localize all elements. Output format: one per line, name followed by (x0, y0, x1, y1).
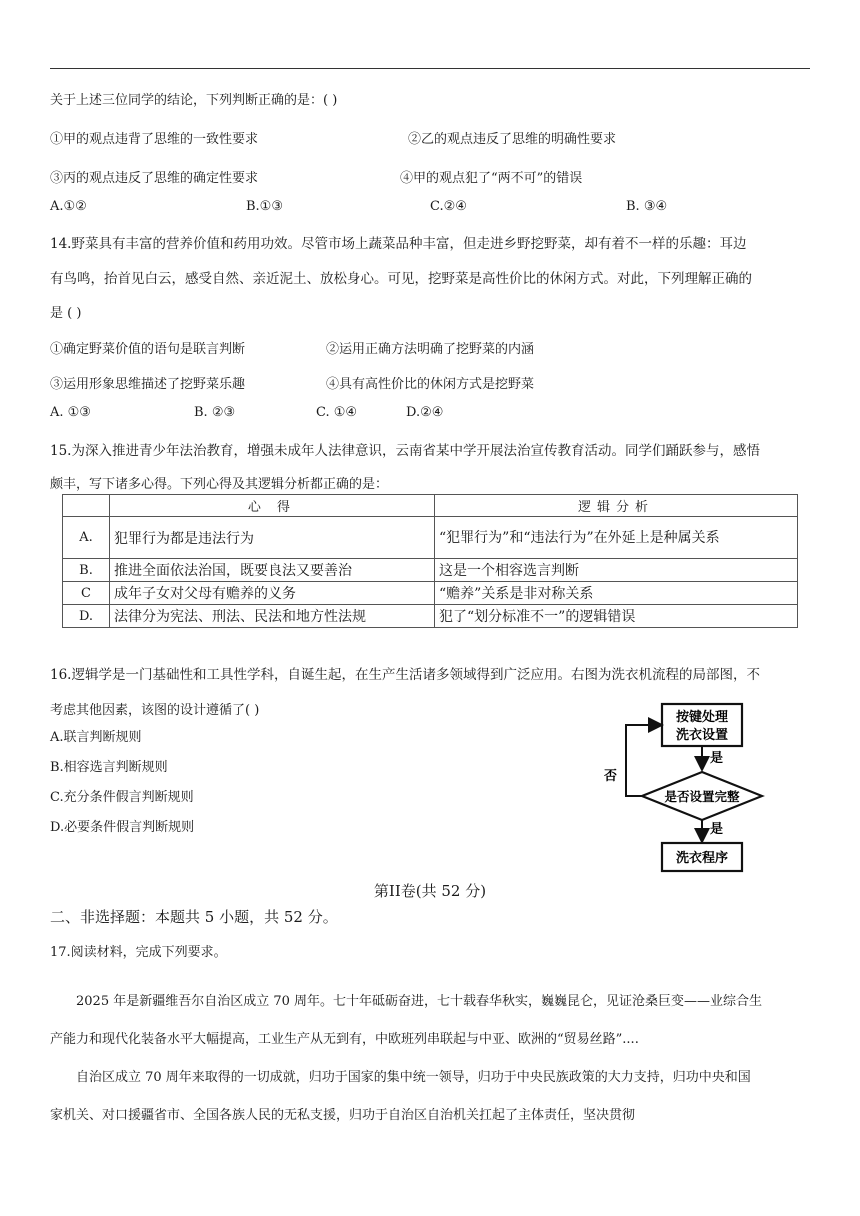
q15-line-2: 颇丰，写下诸多心得。下列心得及其逻辑分析都正确的是： (50, 477, 389, 492)
q16-line-1: 16.逻辑学是一门基础性和工具性学科，自诞生起，在生产生活诸多领域得到广泛应用。右图为洗衣机流程的局部图，不 (50, 667, 760, 683)
q14-option-c[interactable]: C. ①④ (316, 405, 358, 420)
q15-row-key: C (63, 582, 110, 605)
q15-row-key: D. (63, 605, 110, 628)
q13-statement-1: ①甲的观点违背了思维的一致性要求 (50, 132, 259, 147)
q15-row-insight: 成年子女对父母有赡养的义务 (110, 582, 435, 605)
part2-title: 第II卷(共 52 分) (373, 882, 487, 900)
q17-p1-line-1: 2025 年是新疆维吾尔自治区成立 70 周年。七十年砥砺奋进，七十载春华秋实，巍巍昆仑，见证沧桑巨变——业综合生 (76, 994, 763, 1009)
q14-option-a[interactable]: A. ①③ (50, 405, 91, 420)
flow-label-yes-1: 是 (710, 751, 724, 766)
table-row[interactable] (63, 559, 798, 582)
q14-statement-1: ①确定野菜价值的语句是联言判断 (50, 342, 246, 357)
flow-box-settings-line1: 按键处理 (675, 710, 729, 725)
flow-box-program-label: 洗衣程序 (675, 851, 729, 866)
q17-p2-line-1: 自治区成立 70 周年来取得的一切成就，归功于国家的集中统一领导，归功于中央民族政策的大力支持，归功中央和国 (76, 1070, 751, 1085)
q15-table-header (63, 495, 798, 517)
table-row[interactable] (63, 517, 798, 559)
q14-statement-2: ②运用正确方法明确了挖野菜的内涵 (326, 342, 535, 357)
q14-line-3: 是 ( ) (50, 306, 82, 321)
q15-row-key: A. (63, 517, 110, 559)
q13-statement-3: ③丙的观点违反了思维的确定性要求 (50, 171, 259, 186)
q13-option-a[interactable]: A.①② (50, 199, 87, 214)
q15-row-insight: 犯罪行为都是违法行为 (110, 517, 435, 559)
q13-stem: 关于上述三位同学的结论，下列判断正确的是：( ) (50, 93, 338, 108)
table-row[interactable] (63, 605, 798, 628)
flow-arrow-no (626, 725, 660, 796)
flow-label-no: 否 (604, 769, 618, 784)
q15-header-key (63, 495, 110, 517)
q17-p2-line-2: 家机关、对口援疆省市、全国各族人民的无私支援，归功于自治区自治机关扛起了主体责任，坚决贯彻 (50, 1108, 636, 1123)
q16-option-d[interactable]: D.必要条件假言判断规则 (50, 820, 195, 835)
q15-row-analysis: “赡养”关系是非对称关系 (435, 582, 798, 605)
q15-row-analysis: 犯了“划分标准不一”的逻辑错误 (435, 605, 798, 628)
q16-option-a[interactable]: A.联言判断规则 (50, 730, 142, 745)
q15-row-key: B. (63, 559, 110, 582)
q15-table (62, 494, 798, 628)
q13-statement-4: ④甲的观点犯了“两不可”的错误 (400, 171, 583, 186)
q13-option-b[interactable]: B.①③ (246, 199, 283, 214)
q14-statement-4: ④具有高性价比的休闲方式是挖野菜 (326, 377, 535, 392)
q14-option-d[interactable]: D.②④ (406, 405, 444, 420)
flow-decision-label: 是否设置完整 (664, 789, 740, 804)
q13-statement-2: ②乙的观点违反了思维的明确性要求 (408, 132, 617, 147)
washing-machine-flowchart (590, 700, 780, 876)
q15-header-insight: 心 得 (110, 495, 435, 517)
q15-row-insight: 推进全面依法治国，既要良法又要善治 (110, 559, 435, 582)
q16-line-2: 考虑其他因素，该图的设计遵循了( ) (50, 703, 260, 718)
q13-option-c[interactable]: C.②④ (430, 199, 467, 214)
q14-line-2: 有鸟鸣，抬首见白云，感受自然、亲近泥土、放松身心。可见，挖野菜是高性价比的休闲方式。对此，下列理解正确的 (50, 271, 752, 287)
q16-option-b[interactable]: B.相容选言判断规则 (50, 760, 168, 775)
flow-label-yes-2: 是 (710, 822, 724, 837)
q17-p1-line-2: 产能力和现代化装备水平大幅提高，工业生产从无到有，中欧班列串联起与中亚、欧洲的“贸易丝路”.... (50, 1032, 639, 1047)
q15-line-1: 15.为深入推进青少年法治教育，增强未成年人法律意识，云南省某中学开展法治宣传教育活动。同学们踊跃参与，感悟 (50, 443, 760, 459)
table-row[interactable] (63, 582, 798, 605)
q15-row-analysis: “犯罪行为”和“违法行为”在外延上是种属关系 (435, 517, 798, 559)
flow-box-settings-line2: 洗衣设置 (675, 728, 729, 743)
q14-statement-3: ③运用形象思维描述了挖野菜乐趣 (50, 377, 246, 392)
q15-row-insight: 法律分为宪法、刑法、民法和地方性法规 (110, 605, 435, 628)
part2-heading: 二、非选择题：本题共 5 小题，共 52 分。 (50, 908, 338, 926)
q16-option-c[interactable]: C.充分条件假言判断规则 (50, 790, 194, 805)
q13-option-d[interactable]: B. ③④ (626, 199, 668, 214)
q14-line-1: 14.野菜具有丰富的营养价值和药用功效。尽管市场上蔬菜品种丰富，但走进乡野挖野菜，却有着不一样的乐趣：耳边 (50, 236, 747, 252)
q15-row-analysis: 这是一个相容选言判断 (435, 559, 798, 582)
header-rule (50, 68, 810, 69)
q15-header-analysis: 逻辑分析 (435, 495, 798, 517)
q17-stem: 17.阅读材料，完成下列要求。 (50, 945, 227, 960)
q14-option-b[interactable]: B. ②③ (194, 405, 236, 420)
